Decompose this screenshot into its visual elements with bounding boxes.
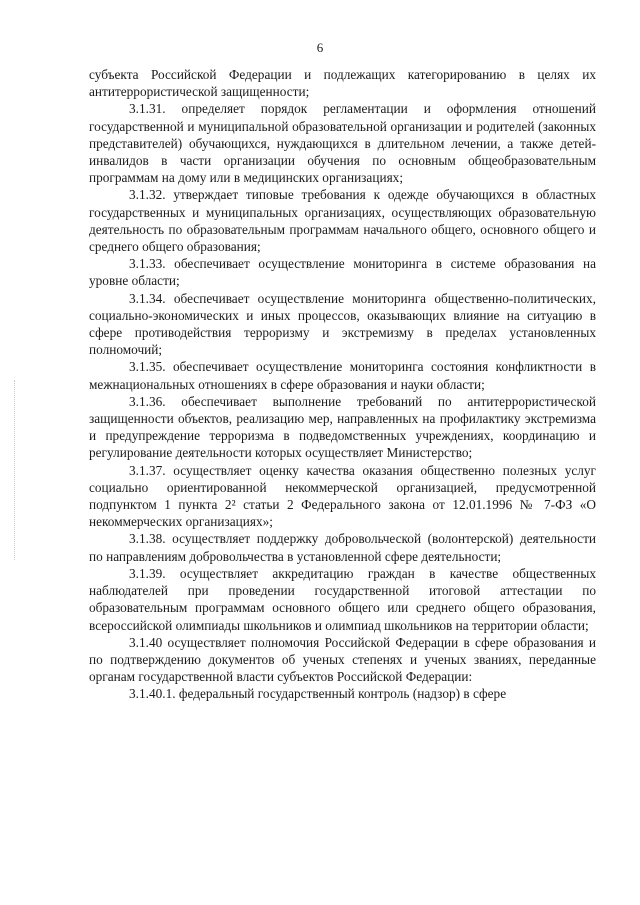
paragraph: 3.1.37. осуществляет оценку качества оказания общественно полезных услуг социально ориентированной некоммерческой организацией, предусмотренной подпунктом 1 пункта 2² статьи 2 Федерального закона от 12.01.1996 № 7-ФЗ «О некоммерческих организациях»; xyxy=(89,462,596,530)
paragraph: 3.1.36. обеспечивает выполнение требований по антитеррористической защищенности объектов, реализацию мер, направленных на профилактику экстремизма и предупреждение терроризма в подведомственных учреждениях, координацию и регулирование деятельности которых осуществляет Министерство; xyxy=(89,393,596,461)
paragraph: 3.1.38. осуществляет поддержку добровольческой (волонтерской) деятельности по направлениям добровольчества в установленной сфере деятельности; xyxy=(89,531,596,564)
paragraph: 3.1.35. обеспечивает осуществление мониторинга состояния конфликтности в межнациональных отношениях в сфере образования и науки области; xyxy=(89,359,596,392)
paragraph: 3.1.40.1. федеральный государственный контроль (надзор) в сфере xyxy=(129,686,507,702)
document-body xyxy=(89,66,596,703)
binding-margin-mark xyxy=(14,380,17,560)
paragraph: 3.1.31. определяет порядок регламентации и оформления отношений государственной и муниципальной образовательной организации и родителей (законных представителей) обучающихся, нуждающихся в длительном лечении, а также детей-инвалидов в части организации обучения по основным общеобразовательным программам на дому или в медицинских организациях; xyxy=(89,101,596,186)
paragraph: 3.1.39. осуществляет аккредитацию граждан в качестве общественных наблюдателей при проведении государственной итоговой аттестации по образовательным программам основного общего или среднего общего образования, всероссийской олимпиады школьников и олимпиад школьников на территории области; xyxy=(89,565,596,633)
paragraph: 3.1.32. утверждает типовые требования к одежде обучающихся в областных государственных и муниципальных организациях, осуществляющих образовательную деятельность по образовательным программам начального общего, основного общего и среднего общего образования; xyxy=(89,187,596,255)
paragraph: 3.1.40 осуществляет полномочия Российской Федерации в сфере образования и по подтверждению документов об ученых степенях и ученых званиях, переданные органам государственной власти субъектов Российской Федерации: xyxy=(89,634,596,685)
paragraph: 3.1.33. обеспечивает осуществление мониторинга в системе образования на уровне области; xyxy=(89,256,596,289)
page-number: 6 xyxy=(316,40,324,55)
paragraph: субъекта Российской Федерации и подлежащих категорированию в целях их антитеррористической защищенности; xyxy=(89,67,596,100)
paragraph: 3.1.34. обеспечивает осуществление мониторинга общественно-политических, социально-экономических и иных процессов, оказывающих влияние на ситуацию в сфере противодействия терроризму и экстремизму в пределах установленных полномочий; xyxy=(89,290,596,358)
